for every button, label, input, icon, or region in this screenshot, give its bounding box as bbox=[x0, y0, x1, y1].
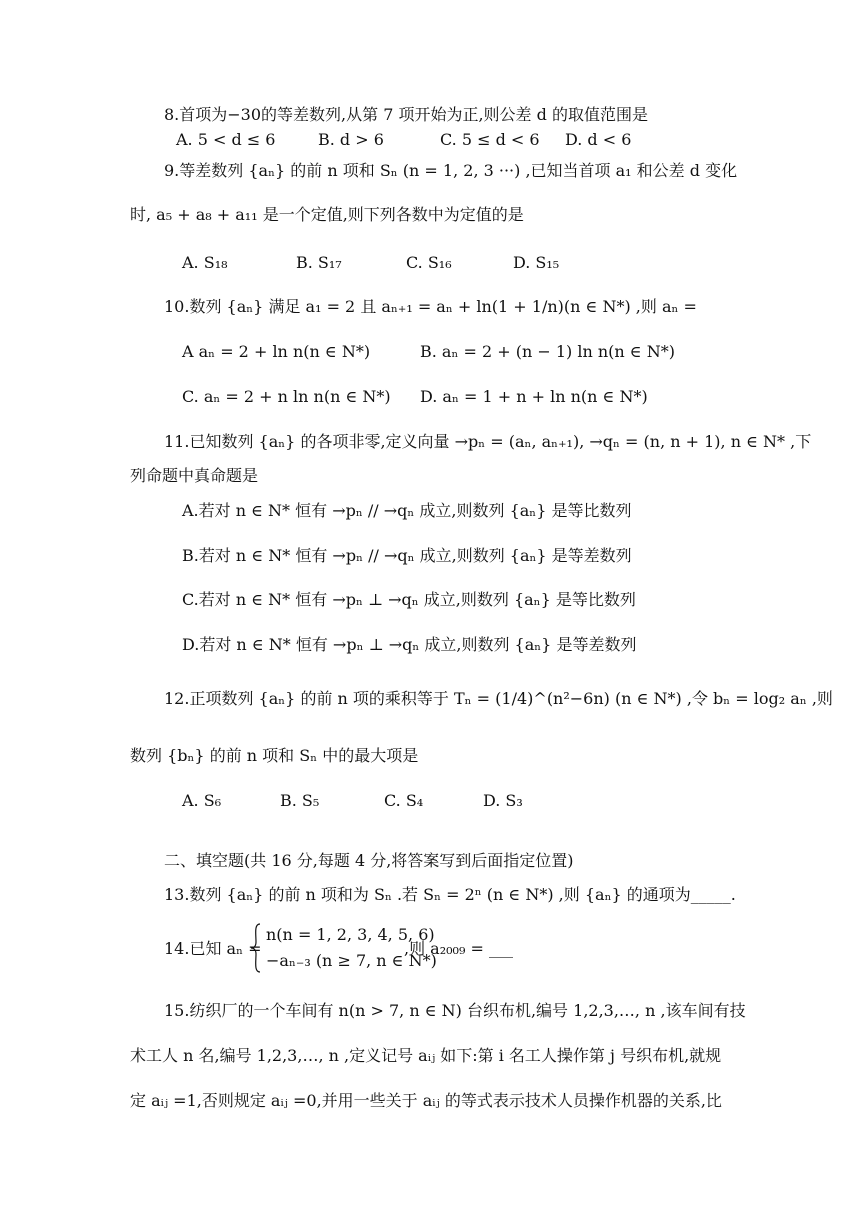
q9-option-d: D. S₁₅ bbox=[513, 253, 560, 272]
q10-option-c: C. aₙ = 2 + n ln n(n ∈ N*) bbox=[182, 387, 391, 406]
q15-line1: 15.纺织厂的一个车间有 n(n > 7, n ∈ N) 台织布机,编号 1,2,3,…, n ,该车间有技 bbox=[164, 1001, 746, 1020]
section-heading: 二、填空题(共 16 分,每题 4 分,将答案写到后面指定位置) bbox=[164, 851, 574, 870]
q11-option-d: D.若对 n ∈ N* 恒有 →pₙ ⊥ →qₙ 成立,则数列 {aₙ} 是等差数列 bbox=[182, 635, 637, 654]
q11-stem-line2: 列命题中真命题是 bbox=[130, 466, 259, 485]
q10-stem: 10.数列 {aₙ} 满足 a₁ = 2 且 aₙ₊₁ = aₙ + ln(1 + 1/n)(n ∈ N*) ,则 aₙ = bbox=[164, 297, 697, 316]
q14-suffix: ,则 a₂₀₀₉ = ___ bbox=[404, 939, 513, 958]
q15-line2: 术工人 n 名,编号 1,2,3,…, n ,定义记号 aᵢⱼ 如下:第 i 名工人操作第 j 号织布机,就规 bbox=[130, 1046, 722, 1065]
q8-option-a: A. 5 < d ≤ 6 bbox=[176, 130, 276, 149]
q12-stem-line2: 数列 {bₙ} 的前 n 项和 Sₙ 中的最大项是 bbox=[130, 746, 419, 765]
q11-option-c: C.若对 n ∈ N* 恒有 →pₙ ⊥ →qₙ 成立,则数列 {aₙ} 是等比数列 bbox=[182, 590, 636, 609]
q14-case1: n(n = 1, 2, 3, 4, 5, 6) bbox=[266, 925, 435, 944]
q8-option-d: D. d < 6 bbox=[565, 130, 632, 149]
q8-option-b: B. d > 6 bbox=[318, 130, 384, 149]
q9-option-c: C. S₁₆ bbox=[406, 253, 452, 272]
q11-option-b: B.若对 n ∈ N* 恒有 →pₙ // →qₙ 成立,则数列 {aₙ} 是等差数列 bbox=[182, 546, 632, 565]
q10-option-b: B. aₙ = 2 + (n − 1) ln n(n ∈ N*) bbox=[420, 342, 675, 361]
q9-stem-line1: 9.等差数列 {aₙ} 的前 n 项和 Sₙ (n = 1, 2, 3 ···) ,已知当首项 a₁ 和公差 d 变化 bbox=[164, 161, 738, 180]
q14-case2: −aₙ₋₃ (n ≥ 7, n ∈ N*) bbox=[266, 951, 437, 970]
q12-option-a: A. S₆ bbox=[182, 791, 222, 810]
q12-option-b: B. S₅ bbox=[280, 791, 320, 810]
q9-stem-line2: 时, a₅ + a₈ + a₁₁ 是一个定值,则下列各数中为定值的是 bbox=[130, 205, 524, 224]
q9-option-a: A. S₁₈ bbox=[182, 253, 228, 272]
q10-option-d: D. aₙ = 1 + n + ln n(n ∈ N*) bbox=[420, 387, 648, 406]
q8-stem: 8.首项为−30的等差数列,从第 7 项开始为正,则公差 d 的取值范围是 bbox=[164, 105, 648, 124]
q9-option-b: B. S₁₇ bbox=[296, 253, 342, 272]
q13-stem: 13.数列 {aₙ} 的前 n 项和为 Sₙ .若 Sₙ = 2ⁿ (n ∈ N*) ,则 {aₙ} 的通项为_____. bbox=[164, 885, 736, 904]
q11-option-a: A.若对 n ∈ N* 恒有 →pₙ // →qₙ 成立,则数列 {aₙ} 是等比数列 bbox=[182, 501, 632, 520]
q12-option-d: D. S₃ bbox=[483, 791, 523, 810]
q14-prefix: 14.已知 aₙ = bbox=[164, 939, 262, 958]
q15-line3: 定 aᵢⱼ =1,否则规定 aᵢⱼ =0,并用一些关于 aᵢⱼ 的等式表示技术人员操作机器的关系,比 bbox=[130, 1091, 722, 1110]
q8-option-c: C. 5 ≤ d < 6 bbox=[440, 130, 540, 149]
brace-icon bbox=[250, 922, 262, 974]
q12-option-c: C. S₄ bbox=[384, 791, 424, 810]
q10-option-a: A aₙ = 2 + ln n(n ∈ N*) bbox=[182, 342, 371, 361]
q12-stem-line1: 12.正项数列 {aₙ} 的前 n 项的乘积等于 Tₙ = (1/4)^(n²−6n) (n ∈ N*) ,令 bₙ = log₂ aₙ ,则 bbox=[164, 689, 833, 708]
q11-stem-line1: 11.已知数列 {aₙ} 的各项非零,定义向量 →pₙ = (aₙ, aₙ₊₁), →qₙ = (n, n + 1), n ∈ N* ,下 bbox=[164, 432, 812, 451]
